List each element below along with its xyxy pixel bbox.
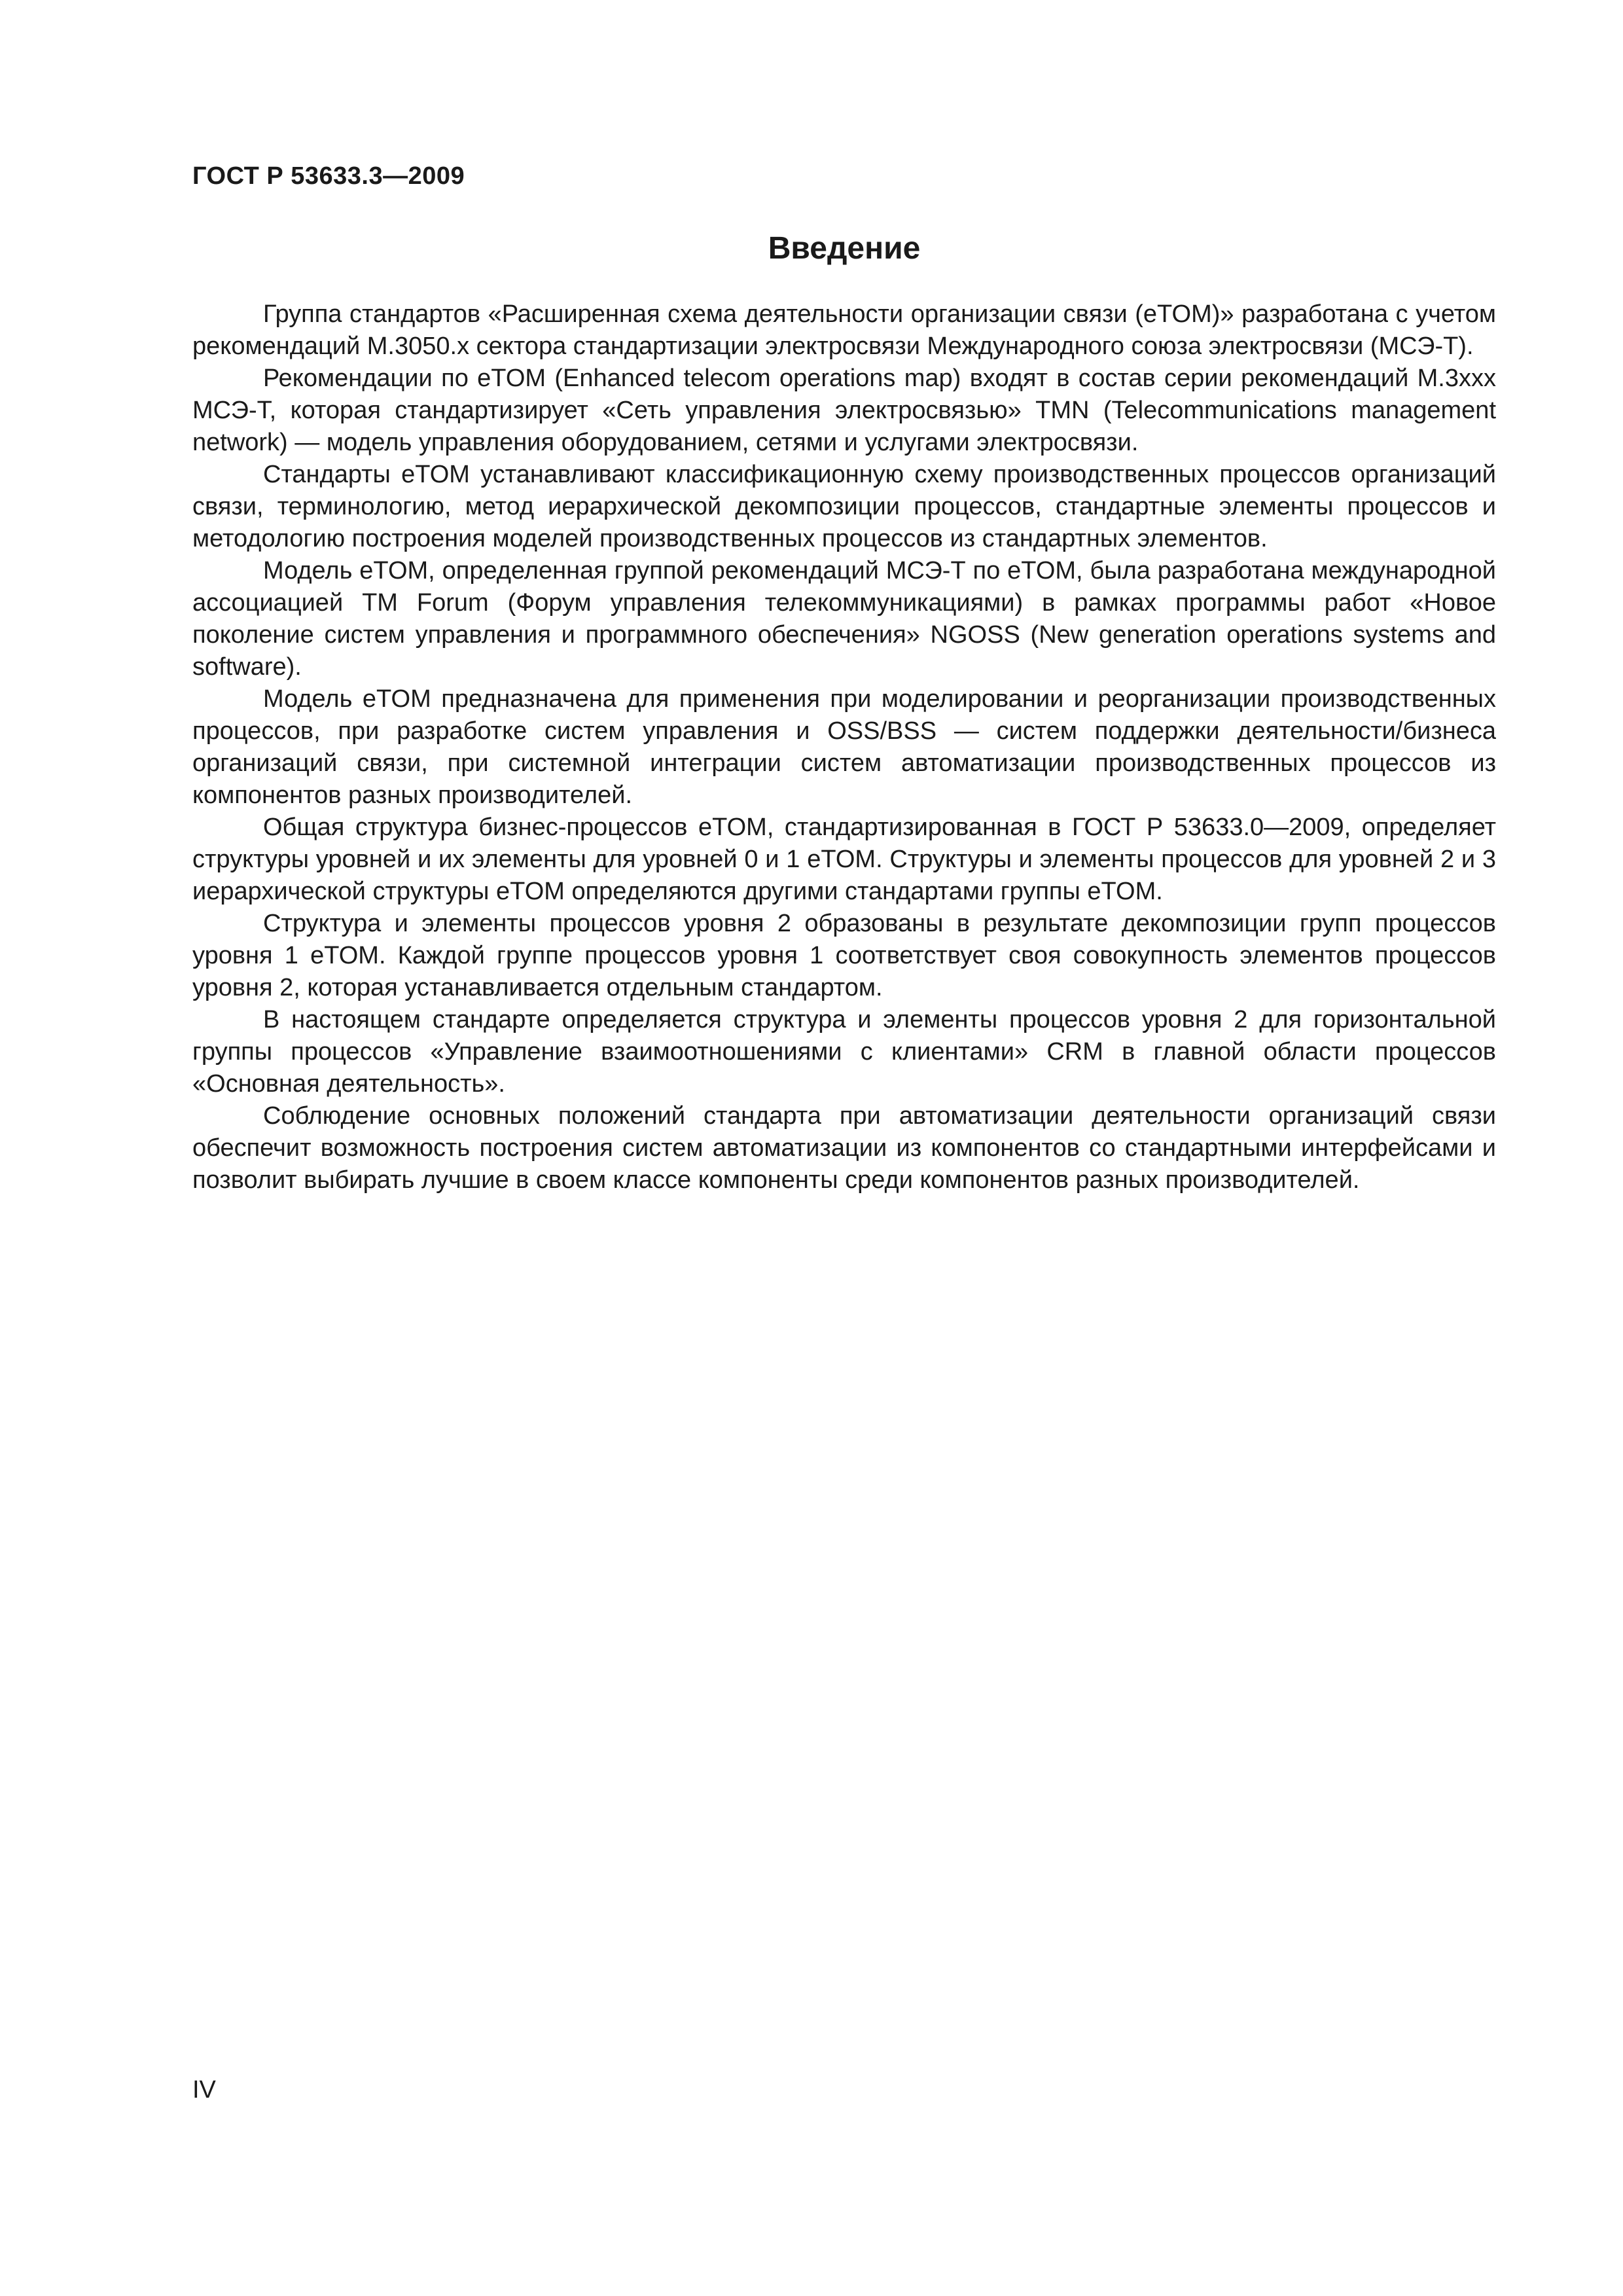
section-title: Введение: [768, 231, 921, 266]
paragraph-4: Модель eTOM, определенная группой рекомендаций МСЭ-Т по eTOM, была разработана международной ассоциацией TM Forum (Форум управления телекоммуникациями) в рамках программы работ «Новое поколение систем управления и программного обеспечения» NGOSS (New generation operations systems and software).: [192, 557, 1496, 681]
paragraph-9: Соблюдение основных положений стандарта при автоматизации деятельности организаций связи обеспечит возможность построения систем автоматизации из компонентов со стандартными интерфейсами и позволит выбирать лучшие в своем классе компоненты среди компонентов разных производителей.: [192, 1102, 1496, 1194]
paragraph-6: Общая структура бизнес-процессов eTOM, стандартизированная в ГОСТ Р 53633.0—2009, определяет структуры уровней и их элементы для уровней 0 и 1 eTOM. Структуры и элементы процессов для уровней 2 и 3 иерархической структуры eTOM определяются другими стандартами группы eTOM.: [192, 814, 1496, 905]
document-header-standard-id: ГОСТ Р 53633.3—2009: [192, 162, 465, 190]
paragraph-1: Группа стандартов «Расширенная схема деятельности организации связи (eTOM)» разработана с учетом рекомендаций М.3050.х сектора стандартизации электросвязи Международного союза электросвязи (МСЭ-Т).: [192, 300, 1496, 360]
paragraph-2: Рекомендации по eTOM (Enhanced telecom operations map) входят в состав серии рекомендаций М.3ххх МСЭ-Т, которая стандартизирует «Сеть управления электросвязью» TMN (Telecommunications management network) — модель управления оборудованием, сетями и услугами электросвязи.: [192, 365, 1496, 456]
paragraph-7: Структура и элементы процессов уровня 2 образованы в результате декомпозиции групп процессов уровня 1 eTOM. Каждой группе процессов уровня 1 соответствует своя совокупность элементов процессов уровня 2, которая устанавливается отдельным стандартом.: [192, 910, 1496, 1001]
section-body: [192, 298, 1496, 1196]
paragraph-8: В настоящем стандарте определяется структура и элементы процессов уровня 2 для горизонтальной группы процессов «Управление взаимоотношениями с клиентами» CRM в главной области процессов «Основная деятельность».: [192, 1006, 1496, 1098]
page-number: IV: [192, 2076, 216, 2104]
paragraph-5: Модель eTOM предназначена для применения при моделировании и реорганизации производственных процессов, при разработке систем управления и OSS/BSS — систем поддержки деятельности/бизнеса организаций связи, при системной интеграции систем автоматизации производственных процессов из компонентов разных производителей.: [192, 685, 1496, 809]
paragraph-3: Стандарты eTOM устанавливают классификационную схему производственных процессов организаций связи, терминологию, метод иерархической декомпозиции процессов, стандартные элементы процессов и методологию построения моделей производственных процессов из стандартных элементов.: [192, 461, 1496, 552]
